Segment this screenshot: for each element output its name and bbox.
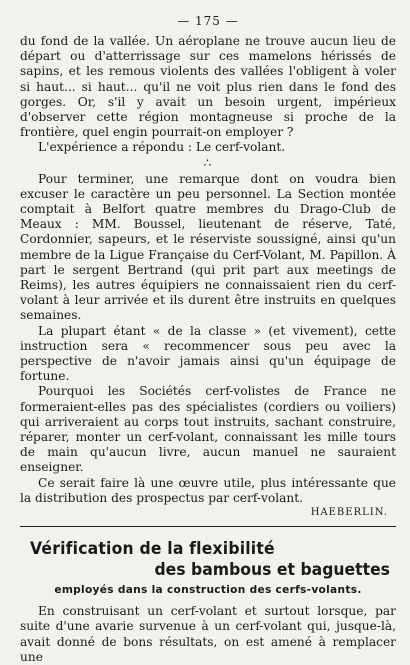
article-body: [20, 34, 396, 506]
paragraph: du fond de la vallée. Un aéroplane ne trouve aucun lieu de départ ou d'atterrissage sur ces mamelons hérissés de sapins, et les remous violents des vallées l'obligent à voler si haut... si haut... qu'il ne voit plus rien dans le fond des gorges. Or, s'il y avait un besoin urgent, impérieux d'observer cette région montagneuse si proche de la frontière, quel engin pourrait-on employer ?: [20, 34, 396, 140]
section-subtitle: employés dans la construction des cerfs-volants.: [54, 584, 362, 597]
section-body: [20, 604, 396, 665]
paragraph: En construisant un cerf-volant et surtout lorsque, par suite d'une avarie survenue à un cerf-volant qui, jusque-là, avait donné de bons résultats, on est amené à remplacer une: [20, 604, 396, 664]
paragraph: Pour terminer, une remarque dont on voudra bien excuser le caractère un peu personnel. La Section montée comptait à Belfort quatre membres du Drago-Club de Meaux : MM. Boussel, lieutenant de réserve, Taté, Cordonnier, sapeurs, et le réserviste soussigné, ainsi qu'un membre de la Ligue Française du Cerf-Volant, M. Papillon. À part le sergent Bertrand (qui prit part aux meetings de Reims), les autres équipiers ne connaissaient rien du cerf-volant à leur arrivée et ils durent être instruits en quelques semaines.: [20, 171, 396, 323]
paragraph: L'expérience a répondu : Le cerf-volant.: [38, 140, 286, 155]
page-number: — 175 —: [177, 14, 239, 28]
author-signature: HAEBERLIN.: [310, 507, 388, 519]
paragraph: Pourquoi les Sociétés cerf-volistes de France ne formeraient-elles pas des spécialistes (cordiers ou voiliers) qui arriveraient au corps tout instruits, sachant construire, réparer, monter un cerf-volant, connaissant les mille tours de main qu'aucun livre, aucun manuel ne sauraient enseigner.: [20, 384, 396, 475]
section-separator: ∴: [203, 155, 213, 170]
section-divider: [20, 526, 396, 527]
paragraph: La plupart étant « de la classe » (et vivement), cette instruction sera « recommencer sous peu avec la perspective de n'avoir jamais ainsi qu'un équipage de fortune.: [20, 323, 396, 384]
section-title-line-1: Vérification de la flexibilité: [30, 539, 275, 560]
section-title-line-2: des bambous et baguettes: [154, 560, 390, 581]
paragraph: Ce serait faire là une œuvre utile, plus intéressante que la distribution des prospectus par cerf-volant.: [20, 475, 396, 505]
